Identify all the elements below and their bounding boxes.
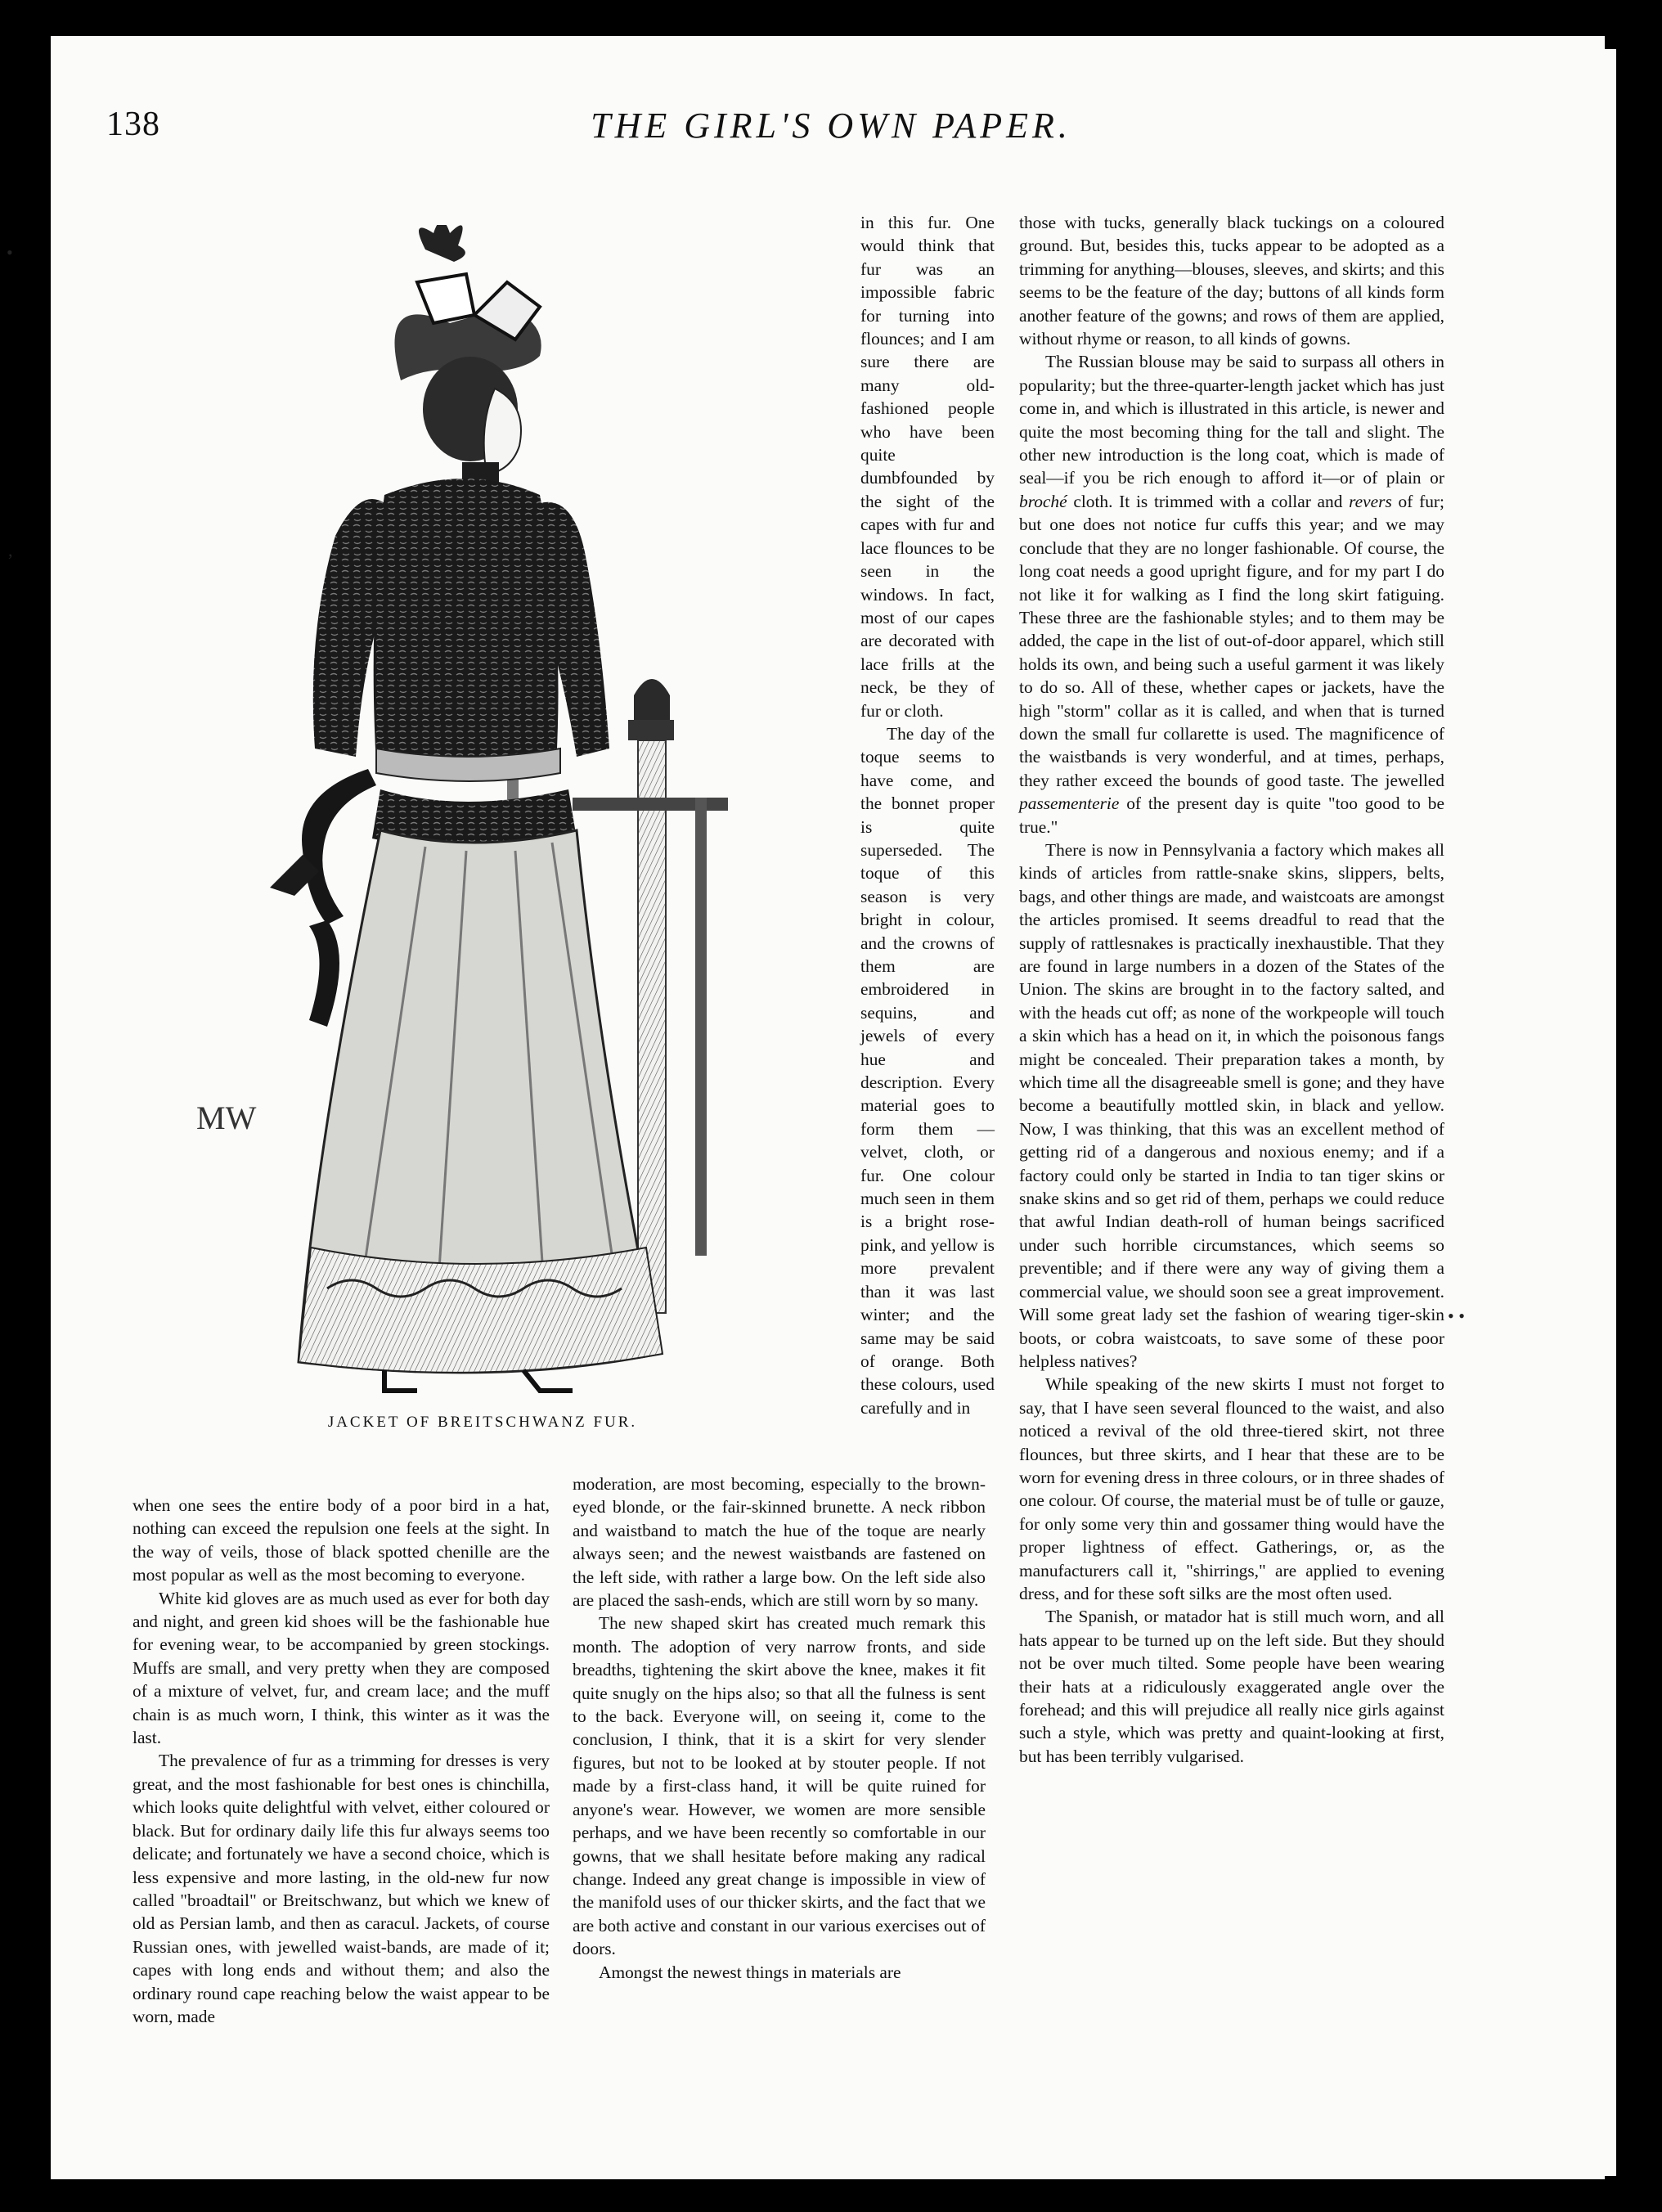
paragraph: The prevalence of fur as a trimming for dresses is very great, and the most fashionable for best ones is chinchilla, which looks quite delightful with velvet, either coloured or black. But for ordinary daily life this fur always seems too delicate; and fortunately we have a second choice, which is less expensive and more lasting, in the old-new fur now called "broadtail" or Breitschwanz, but which we knew of old as Persian lamb, and then as caracul. Jackets, of course Russian ones, with jewelled waist-bands, are made of it; capes with long ends and without them; and also the ordinary round cape reaching below the waist appear to be worn, made [133, 1751, 550, 2026]
paragraph: those with tucks, generally black tuckings on a coloured ground. But, besides this, tucks appear to be adopted as a trimming for anything—blouses, sleeves, and skirts; and this seems to be the feature of the day; buttons of all kinds form another feature of the gowns; and rows of them are applied, without rhyme or reason, to all kinds of gowns. [1019, 213, 1444, 349]
italic-term: revers [1349, 491, 1392, 511]
figure-caption: JACKET OF BREITSCHWANZ FUR. [327, 1414, 638, 1431]
paragraph: The Russian blouse may be said to surpass all others in popularity; but the three-quarter-length jacket which has just come in, and which is illustrated in this article, is newer and quite the most becoming thing for the tall and slight. The other new introduction is the long coat, which is made of seal—if you be rich enough to afford it—or of plain or broché cloth. It is trimmed with a collar and revers of fur; but one does not notice fur cuffs this year; and we may conclude that they are no longer fashionable. Of course, the long coat needs a good upright figure, and for my part I do not like it for walking as I find the long skirt fatiguing. These three are the fashionable styles; and to them may be added, the cape in the list of out-of-door apparel, which still holds its own, and being such a useful garment it was likely to do so. All of these, whether capes or jackets, have the high "storm" collar as it is called, and when that is turned down the small fur collarette is used. The magnificence of the waistbands is very wonderful, and at times, perhaps, they rather exceed the bounds of good taste. The jewelled passementerie of the present day is quite "too good to be true." [1019, 352, 1444, 837]
running-head: THE GIRL'S OWN PAPER. [591, 106, 1071, 146]
paragraph: when one sees the entire body of a poor bird in a hat, nothing can exceed the repulsion one feels at the sight. In the way of veils, those of black spotted chenille are the most popular as well as the most becoming to everyone. [133, 1495, 550, 1585]
paragraph: There is now in Pennsylvania a factory which makes all kinds of articles from rattle-snake skins, slippers, belts, bags, and other things are made, and waistcoats are amongst the articles promised. It seems dreadful to read that the supply of rattlesnakes is practically inexhaustible. That they are found in large numbers in a dozen of the States of the Union. The skins are brought in to the factory salted, and with the heads cut off; as none of the workpeople will touch a skin which has a head on it, in which the poisonous fangs might be concealed. Their preparation takes a month, by which time all the disagreeable smell is gone; and they have become a beautifully mottled skin, in black and yellow. Now, I was thinking, that this was an excellent method of getting rid of a dangerous and noxious enemy; and if a factory could only be started in India to tan tiger skins or snake skins and so get rid of them, perhaps we could reduce that awful Indian death-roll of human beings sacrificed under such horrible circumstances, which seems so preventible; and if there were any way of giving them a commercial value, we should soon see a great improvement. Will some great lady set the fashion of wearing tiger-skin boots, or cobra waistcoats, to save some of these poor helpless natives? [1019, 839, 1444, 1371]
left-text-column [133, 1494, 550, 2028]
page-number: 138 [106, 106, 160, 143]
paragraph: in this fur. One would think that fur was an impossible fabric for turning into flounces; and I am sure there are many old-fashioned people who have been quite dumbfounded by the sight of the capes with fur and lace flounces to be seen in the windows. In fact, most of our capes are decorated with lace frills at the neck, be they of fur or cloth. [860, 213, 995, 721]
paragraph: The new shaped skirt has created much remark this month. The adoption of very narrow fronts, and side breadths, tightening the skirt above the knee, makes it fit quite snugly on the hips also; so that all the fulness is sent to the back. Everyone will, on seeing it, come to the conclusion, I think, that it is a skirt for very slender figures, but not to be looked at by stouter people. If not made by a first-class hand, it will be quite ruined for anyone's wear. However, we women are more sensible perhaps, and we have been recently so comfortable in our gowns, that we shall hesitate before making any radical change. Indeed any great change is impossible in view of the manifold uses of our thicker skirts, and the fact that we are both active and constant in our various exercises out of doors. [573, 1613, 986, 1959]
right-text-column [1019, 211, 1444, 1768]
middle-text-column [573, 1472, 986, 1984]
artist-signature: MW [196, 1099, 257, 1136]
paragraph: moderation, are most becoming, especially to the brown-eyed blonde, or the fair-skinned brunette. A neck ribbon and waistband to match the hue of the toque are nearly always seen; and the newest waistbands are fastened on the left side, with rather a large bow. On the left side also are placed the sash-ends, which are still worn by so many. [573, 1474, 986, 1611]
skirt [299, 830, 663, 1391]
fashion-illustration [180, 225, 785, 1399]
paragraph: While speaking of the new skirts I must not forget to say, that I have seen several flounced to the waist, and also noticed a revival of the old three-tiered skirt, not three flounces, but three skirts, and I hear that these are to be worn for evening dress in three colours, or in three shades of one colour. Of course, the material must be of tulle or gauze, for only some very thin and gossamer thing would have the proper lightness of effect. Gatherings, or, as the manufacturers call it, "shirrings," are applied to evening dress, and for these soft silks are the most often used. [1019, 1374, 1444, 1603]
italic-term: broché [1019, 491, 1067, 511]
paragraph: Amongst the newest things in materials are [599, 1962, 901, 1982]
scan-mark: • [7, 242, 13, 263]
paragraph: The Spanish, or matador hat is still much worn, and all hats appear to be turned up on the left side. But they should not be over much tilted. Some people have been wearing their hats at a ridiculously exaggerated angle over the forehead; and this will prejudice all really nice girls against such a style, which was pretty and quaint-looking at first, but has been terribly vulgarised. [1019, 1607, 1444, 1766]
paragraph: The day of the toque seems to have come, and the bonnet proper is quite superseded. The toque of this season is very bright in colour, and the crowns of them are embroidered in sequins, and jewels of every hue and description. Every material goes to form them — velvet, cloth, or fur. One colour much seen in them is a bright rose-pink, and yellow is more prevalent than it was last winter; and the same may be said of orange. Both these colours, used carefully and in [860, 723, 995, 1418]
next-page-edge [1605, 49, 1616, 2176]
italic-term: passementerie [1019, 794, 1120, 814]
narrow-text-column [860, 211, 995, 1419]
scan-mark: , [8, 540, 13, 560]
paragraph: White kid gloves are as much used as ever for both day and night, and green kid shoes will be the fashionable hue for evening wear, to be accompanied by green stockings. Muffs are small, and very pretty when they are composed of a mixture of velvet, fur, and cream lace; and the muff chain is as much worn, I think, this winter as it was the last. [133, 1588, 550, 1748]
scan-mark: • • [1448, 1306, 1465, 1326]
head [423, 357, 521, 495]
